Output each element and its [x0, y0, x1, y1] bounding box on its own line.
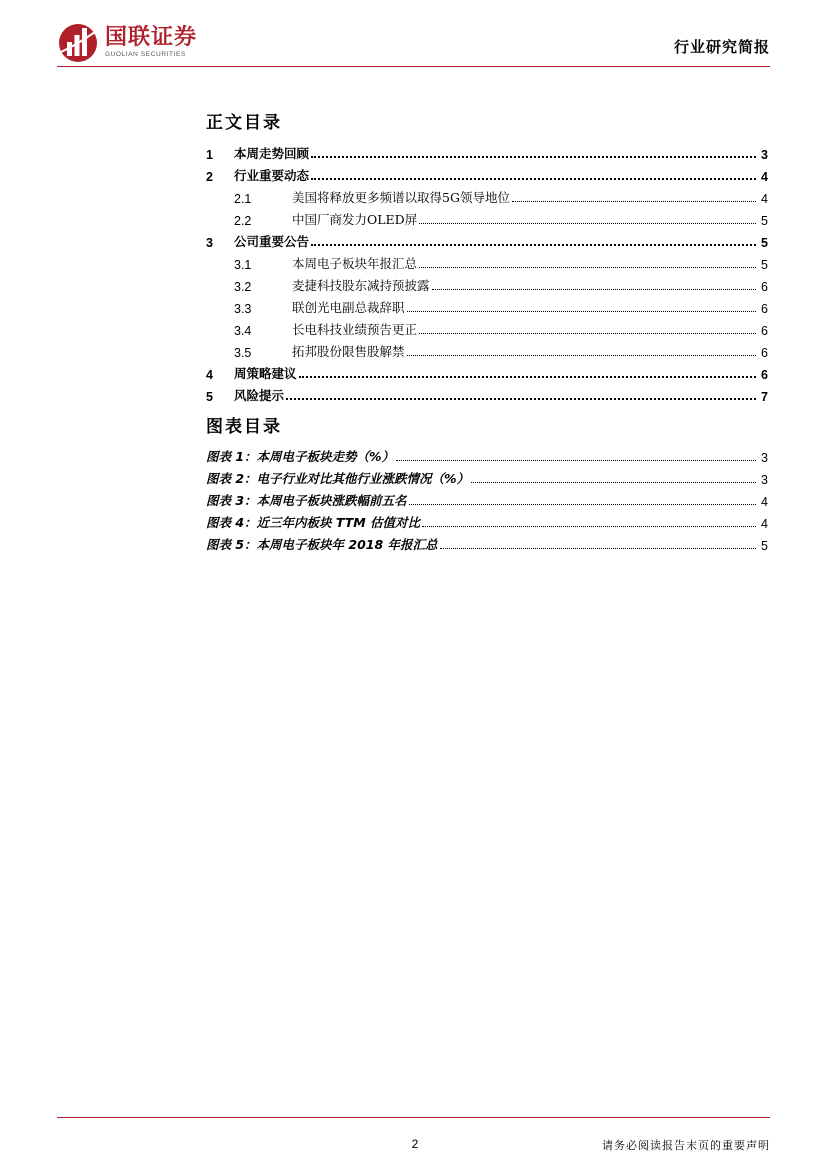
- dot-leader: [419, 333, 756, 334]
- dot-leader: [422, 526, 756, 527]
- toc-entry-page: 3: [761, 148, 768, 162]
- toc-subentry[interactable]: [206, 296, 768, 316]
- toc-entry-label: 行业重要动态: [234, 168, 310, 183]
- toc-entry-label: 麦捷科技股东减持预披露: [292, 278, 430, 293]
- toc-entry-label: 联创光电副总裁辞职: [292, 300, 405, 315]
- toc-entry-number: 2.2: [234, 214, 252, 228]
- toc-entry[interactable]: [206, 362, 768, 382]
- dot-leader: [440, 548, 756, 549]
- toc-entry[interactable]: [206, 142, 768, 162]
- figure-entry[interactable]: [206, 445, 768, 465]
- figure-entry-page: 3: [761, 473, 768, 487]
- figure-entry-page: 4: [761, 495, 768, 509]
- toc-entry-label: 本周走势回顾: [234, 146, 310, 161]
- toc-subentry[interactable]: [206, 252, 768, 272]
- toc-entry-number: 2: [206, 170, 213, 184]
- toc-entry[interactable]: [206, 164, 768, 184]
- figure-entry[interactable]: [206, 467, 768, 487]
- figure-entry-label: 图表 5：本周电子板块年 2018 年报汇总: [206, 537, 438, 552]
- dot-leader: [311, 156, 756, 158]
- dot-leader: [311, 244, 756, 246]
- toc-title: 正文目录: [206, 113, 282, 133]
- figure-entry[interactable]: [206, 489, 768, 509]
- dot-leader: [311, 178, 756, 180]
- toc-subentry[interactable]: [206, 186, 768, 206]
- figure-entry-page: 5: [761, 539, 768, 553]
- logo-chinese-name: 国联证券: [105, 25, 198, 51]
- toc-entry-number: 3: [206, 236, 213, 250]
- toc-entry-label: 长电科技业绩预告更正: [292, 322, 418, 337]
- toc-entry-number: 3.1: [234, 258, 252, 272]
- page-header: [57, 20, 770, 64]
- toc-entry[interactable]: [206, 230, 768, 250]
- toc-entry-number: 5: [206, 390, 213, 404]
- figure-entry[interactable]: [206, 533, 768, 553]
- toc-entry-number: 1: [206, 148, 213, 162]
- toc-entry-page: 5: [761, 236, 768, 250]
- dot-leader: [419, 223, 756, 224]
- company-logo: [57, 22, 197, 64]
- page-number: 2: [411, 1137, 419, 1151]
- toc-entry-page: 6: [761, 368, 768, 382]
- toc-entry-number: 4: [206, 368, 213, 382]
- dot-leader: [419, 267, 756, 268]
- dot-leader: [407, 355, 756, 356]
- toc-entry-number: 2.1: [234, 192, 252, 206]
- toc-entry-number: 3.2: [234, 280, 252, 294]
- dot-leader: [512, 201, 756, 202]
- figure-entry-label: 图表 1：本周电子板块走势（%）: [206, 449, 395, 464]
- toc-entry-page: 6: [761, 302, 768, 316]
- toc-entry-label: 风险提示: [234, 388, 285, 403]
- footer-disclaimer: 请务必阅读报告末页的重要声明: [602, 1139, 770, 1152]
- toc-entry-label: 中国厂商发力OLED屏: [292, 212, 418, 227]
- dot-leader: [407, 311, 756, 312]
- toc-entry-number: 3.3: [234, 302, 252, 316]
- figure-entry-label: 图表 4：近三年内板块 TTM 估值对比: [206, 515, 421, 530]
- figure-entry-page: 4: [761, 517, 768, 531]
- toc-entry[interactable]: [206, 384, 768, 404]
- figure-entry[interactable]: [206, 511, 768, 531]
- logo-english-name: GUOLIAN SECURITIES: [105, 51, 186, 59]
- toc-entry-label: 本周电子板块年报汇总: [292, 256, 418, 271]
- toc-entry-label: 拓邦股份限售股解禁: [292, 344, 405, 359]
- header-divider: [57, 66, 770, 67]
- toc-entry-number: 3.5: [234, 346, 252, 360]
- dot-leader: [299, 376, 756, 378]
- toc-entry-page: 4: [761, 192, 768, 206]
- toc-entry-page: 6: [761, 324, 768, 338]
- toc-entry-page: 6: [761, 346, 768, 360]
- toc-subentry[interactable]: [206, 318, 768, 338]
- figures-toc-title: 图表目录: [206, 417, 282, 437]
- toc-entry-page: 5: [761, 258, 768, 272]
- footer-divider: [57, 1117, 770, 1118]
- dot-leader: [286, 398, 756, 400]
- dot-leader: [432, 289, 756, 290]
- dot-leader: [409, 504, 756, 505]
- toc-entry-page: 4: [761, 170, 768, 184]
- toc-entry-label: 美国将释放更多频谱以取得5G领导地位: [292, 190, 510, 205]
- dot-leader: [396, 460, 756, 461]
- report-type: 行业研究简报: [673, 38, 770, 56]
- figure-entry-label: 图表 3：本周电子板块涨跌幅前五名: [206, 493, 407, 508]
- figure-entry-label: 图表 2：电子行业对比其他行业涨跌情况（%）: [206, 471, 470, 486]
- toc-entry-page: 7: [761, 390, 768, 404]
- toc-subentry[interactable]: [206, 208, 768, 228]
- dot-leader: [471, 482, 756, 483]
- toc-entry-label: 公司重要公告: [234, 234, 310, 249]
- toc-subentry[interactable]: [206, 340, 768, 360]
- toc-entry-page: 5: [761, 214, 768, 228]
- toc-entry-page: 6: [761, 280, 768, 294]
- guolian-logo-icon: [57, 22, 99, 64]
- toc-entry-number: 3.4: [234, 324, 252, 338]
- toc-entry-label: 周策略建议: [234, 366, 297, 381]
- figure-entry-page: 3: [761, 451, 768, 465]
- toc-subentry[interactable]: [206, 274, 768, 294]
